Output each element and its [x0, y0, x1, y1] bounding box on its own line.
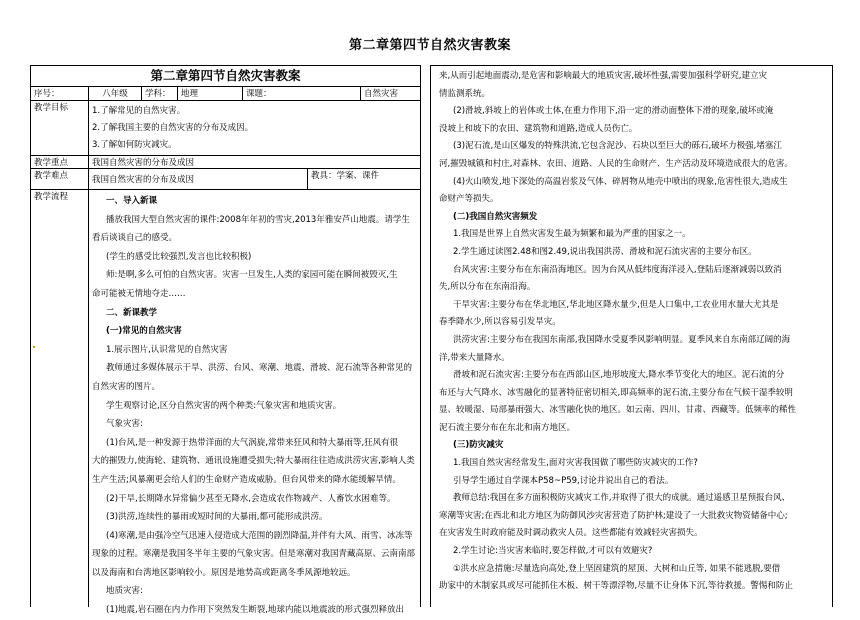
text-line: (3)泥石流,是山区爆发的特殊洪流,它包含泥沙、石块以至巨大的砾石,破坏力极强,堵塞江: [453, 141, 782, 152]
text-line: (1)地震,岩石圈在内力作用下突然发生断裂,地球内能以地震波的形式强烈释放出: [106, 605, 404, 616]
text-line: ①洪水应急措施:尽量选向高处,登上坚固建筑的屋顶、大树和山丘等, 如果不能逃脱,要借: [453, 563, 781, 574]
text-line: 教师通过多媒体展示干旱、洪涝、台风、寒潮、地震、滑坡、泥石流等各种常见的: [106, 363, 413, 374]
text-line: 大的摧毁力,使海轮、建筑物、通讯设施遭受损失;特大暴雨往往造成洪涝灾害,影响人类: [92, 456, 415, 467]
text-line: 2.学生讨论:当灾害来临时,要怎样做,才可以有效避灾?: [453, 546, 653, 557]
text-line: 寒潮等灾害;在西北和北方地区为防御风沙灾害营造了防护林;建设了一大批救灾物资储备中心;: [439, 510, 788, 521]
difficult-point-row: [31, 169, 420, 190]
text-line: (4)火山喷发,地下深处的高温岩浆及气体、碎屑物从地壳中喷出的现象,危害性很大,造成生: [453, 176, 788, 187]
process-content: [89, 190, 420, 616]
text-line: (2)干旱,长期降水异常偏少甚至无降水,会造成农作物减产、人畜饮水困难等。: [106, 493, 396, 504]
seq-label: 序号：: [31, 87, 89, 100]
text-line: 洋,带来大量降水。: [439, 352, 510, 363]
text-line: 泥石流主要分布在东北和南方地区。: [439, 422, 576, 433]
text-line: (二)我国自然灾害频发: [453, 211, 538, 222]
grade-value: 八年级: [89, 87, 142, 100]
text-line: 生产生活;风暴潮更会给人们的生命财产造成威胁。但台风带来的降水能缓解旱情。: [92, 474, 401, 485]
text-line: 现象的过程。寒潮是我国冬半年主要的气象灾害。但是寒潮对我国青藏高原、云南南部: [92, 549, 416, 560]
text-line: 失,所以分布在东南沿海。: [439, 282, 536, 293]
text-line: 助家中的木制家具或尽可能抓住木板、树干等漂浮物,尽量不让身体下沉,等待救援。警惕和防止: [439, 581, 793, 592]
key-point-label: 教学重点: [31, 156, 89, 168]
table-title: 第二章第四节自然灾害教案: [150, 68, 301, 83]
text-line: (3)洪涝,连续性的暴雨或短时间的大暴雨,都可能形成洪涝。: [106, 512, 328, 523]
text-line: 1.展示图片,认识常见的自然灾害: [106, 344, 228, 355]
text-line: 播放我国大型自然灾害的课件:2008年年初的雪灾,2013年雅安芦山地震。请学生: [106, 214, 410, 225]
text-line: 台风灾害:主要分布在东南沿海地区。因为台风从低纬度海洋浸入,登陆后逐渐减弱以致消: [453, 264, 782, 275]
text-line: 1.我国自然灾害经常发生,面对灾害我国做了哪些防灾减灾的工作?: [453, 458, 698, 469]
text-line: 自然灾害的图片。: [92, 381, 161, 392]
text-line: 没坡上和坡下的农田、建筑物和道路,造成人员伤亡。: [439, 123, 638, 134]
difficult-point-value: 我国自然灾害的分布及成因: [89, 169, 308, 189]
text-line: 教师总结:我国在多方面积极防灾减灾工作,并取得了很大的成就。通过遥感卫星预报台风、: [453, 493, 791, 504]
text-line: 滑坡和泥石流灾害:主要分布在西部山区,地形坡度大,降水季节变化大的地区。泥石流的分: [453, 370, 785, 381]
text-line: 师:是啊,多么可怕的自然灾害。灾害一旦发生,人类的家园可能在瞬间被毁灭,生: [106, 270, 398, 281]
key-point-row: [31, 156, 420, 169]
objectives-row: [31, 101, 420, 156]
text-line: 显、较暖湿、局部暴雨强大、冰雪融化快的地区。如云南、四川、甘肃、西藏等。低频率的稀性: [439, 405, 797, 416]
text-line: 地质灾害:: [106, 586, 143, 597]
objective-item: 3.了解如何防灾减灾。: [92, 140, 177, 150]
text-line: 气象灾害:: [106, 419, 143, 430]
text-line: 一、导入新课: [106, 196, 158, 206]
objective-item: 1.了解常见的自然灾害。: [92, 106, 186, 116]
text-line: 学生观察讨论,区分自然灾害的两个种类:气象灾害和地质灾害。: [106, 400, 342, 411]
text-line: 命财产等损失。: [439, 194, 499, 205]
topic-label: 课题：: [243, 87, 361, 100]
lesson-plan-table: [30, 65, 421, 616]
text-line: 情监测系统。: [439, 88, 491, 99]
text-line: 干旱灾害:主要分布在华北地区,华北地区降水量少,但是人口集中,工农业用水量大尤其是: [453, 299, 779, 310]
objective-item: 2.了解我国主要的自然灾害的分布及成因。: [92, 123, 254, 133]
text-line: 来,从而引起地面震动,是危害和影响最大的地质灾害,破坏性强,需要加强科学研究,建立灾: [439, 71, 768, 81]
key-point-value: 我国自然灾害的分布及成因: [92, 158, 195, 168]
text-line: (4)寒潮,是由强冷空气迅速入侵造成大范围的剧烈降温,并伴有大风、雨雪、冰冻等: [106, 530, 413, 541]
text-line: 引导学生通过自学课本P58~P59,讨论并说出自己的看法。: [453, 475, 674, 486]
text-line: 河,摧毁城镇和村庄,对森林、农田、道路、人民的生命财产、生产活动及环境造成很大的危害。: [439, 158, 793, 169]
page-title: 第二章第四节自然灾害教案: [348, 38, 511, 53]
subject-label: 学科：: [142, 87, 178, 100]
difficult-point-label: 教学难点: [31, 169, 89, 189]
text-line: (学生的感受比较强烈,发言也比较积极): [106, 251, 252, 262]
teaching-aids: 教具：学案、课件: [311, 171, 380, 181]
text-line: 布还与大气降水、冰雪融化的显著特征密切相关,即高频率的泥石流,主要分布在气候干湿季较明: [439, 387, 793, 398]
text-line: 命可能被无情地夺走……: [92, 288, 186, 299]
text-line: 二、新课教学: [106, 307, 158, 318]
stray-mark: [33, 346, 35, 348]
text-line: (1)台风,是一种发源于热带洋面的大气涡旋,常带来狂风和特大暴雨等,狂风有很: [106, 437, 399, 448]
topic-value: 自然灾害: [364, 89, 399, 99]
text-line: (三)防灾减灾: [453, 440, 504, 451]
objectives-label: 教学目标: [31, 101, 89, 155]
continuation-panel: [430, 65, 833, 607]
process-label: 教学流程: [31, 190, 89, 607]
text-line: (一)常见的自然灾害: [106, 326, 182, 337]
table-title-row: [31, 66, 420, 87]
subject-value: 地理: [178, 87, 243, 100]
text-line: (2)滑坡,斜坡上的岩体或土体,在重力作用下,沿一定的滑动面整体下滑的现象,破坏或淹: [453, 106, 774, 117]
text-line: 以及海南和台湾地区影响较小。原因是地势高或距离冬季风源地较远。: [92, 567, 356, 578]
text-line: 1.我国是世界上自然灾害发生最为频繁和最为严重的国家之一。: [453, 229, 691, 240]
process-section: [31, 190, 420, 616]
text-line: 在灾害发生时政府能及时调动救灾人员。这些都能有效减轻灾害损失。: [439, 528, 703, 539]
text-line: 洪涝灾害:主要分布在我国东南部,我国降水受夏季风影响明显。夏季风来自东南部辽阔的海: [453, 334, 791, 345]
continuation-content: [431, 66, 832, 607]
header-row: [31, 87, 420, 101]
text-line: 看后谈谈自己的感受。: [92, 233, 178, 244]
text-line: 2.学生通过读图2.48和图2.49,说出我国洪涝、滑坡和泥石流灾害的主要分布区。: [453, 246, 757, 257]
text-line: 春季降水少,所以容易引发旱灾。: [439, 317, 561, 328]
